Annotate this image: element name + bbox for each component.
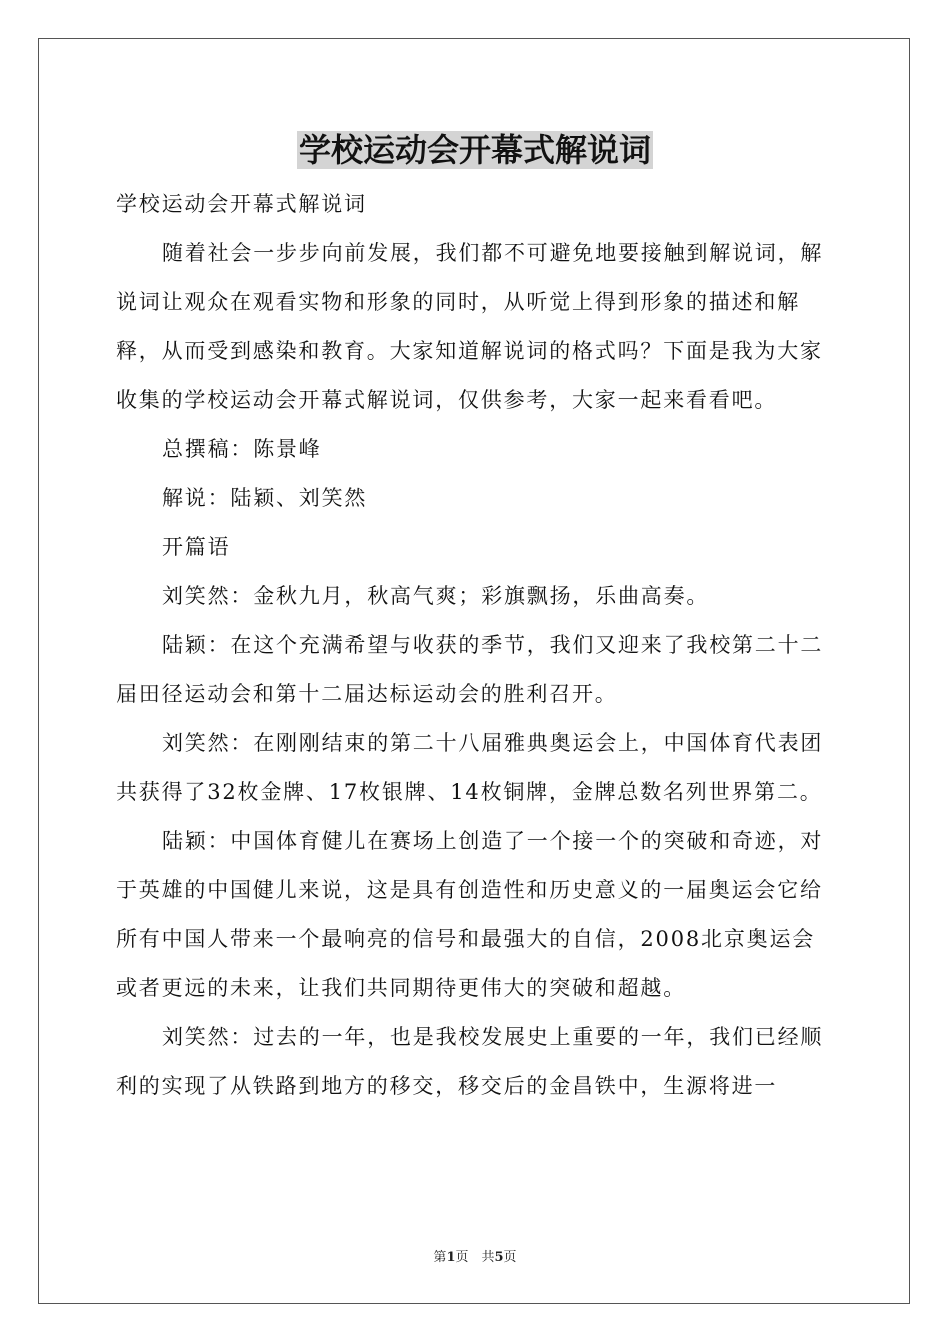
paragraph-liu-1: 刘笑然：金秋九月，秋高气爽；彩旗飘扬，乐曲高奏。 [162,584,710,608]
paragraph-lu-2: 陆颖：中国体育健儿在赛场上创造了一个接一个的突破和奇迹，对于英雄的中国健儿来说，这是具有创造性和历史意义的一届奥运会它给所有中国人带来一个最响亮的信号和最强大的自信，2008北京奥运会或者更远的未来，让我们共同期待更伟大的突破和超越。 [116,829,824,1000]
footer-prefix: 第 [433,1250,447,1265]
paragraph-narrators: 解说：陆颖、刘笑然 [162,486,368,510]
paragraph-liu-2: 刘笑然：在刚刚结束的第二十八届雅典奥运会上，中国体育代表团共获得了32枚金牌、17枚银牌、14枚铜牌，金牌总数名列世界第二。 [116,731,824,804]
paragraph-editor: 总撰稿：陈景峰 [162,437,322,461]
document-title [0,128,950,172]
title-text: 学校运动会开幕式解说词 [298,131,651,169]
page-footer [0,1246,950,1265]
subtitle: 学校运动会开幕式解说词 [116,192,367,216]
document-body [116,180,836,1111]
footer-current-page: 1 [446,1250,456,1265]
paragraph-intro: 随着社会一步步向前发展，我们都不可避免地要接触到解说词，解说词让观众在观看实物和形象的同时，从听觉上得到形象的描述和解释，从而受到感染和教育。大家知道解说词的格式吗？下面是我为大家收集的学校运动会开幕式解说词，仅供参考，大家一起来看看吧。 [116,241,824,412]
footer-mid: 页 共 [455,1250,495,1265]
footer-suffix: 页 [503,1250,517,1265]
paragraph-opening-heading: 开篇语 [162,535,231,559]
paragraph-lu-1: 陆颖：在这个充满希望与收获的季节，我们又迎来了我校第二十二届田径运动会和第十二届达标运动会的胜利召开。 [116,633,824,706]
footer-total-pages: 5 [494,1250,504,1265]
paragraph-liu-3: 刘笑然：过去的一年，也是我校发展史上重要的一年，我们已经顺利的实现了从铁路到地方的移交，移交后的金昌铁中，生源将进一 [116,1025,824,1098]
